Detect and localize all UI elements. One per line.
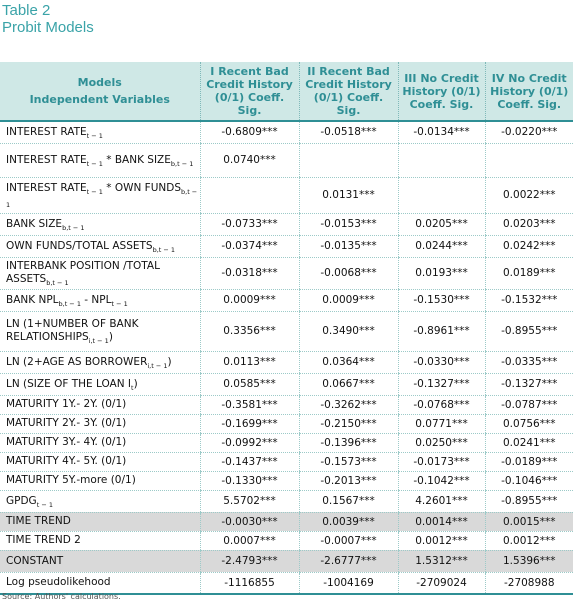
variable-subscript: b,t − 1 [62,223,85,232]
variable-subscript: t − 1 [86,188,103,196]
table-title [2,2,94,36]
table-row [0,512,573,531]
variable-subscript: b,t − 1 [46,279,69,287]
coefficient-cell: -0.0787*** [485,395,573,414]
header-model-1: I Recent Bad Credit History (0/1) Coeff. Sig. [200,62,299,121]
coefficient-cell: 0.0009*** [200,289,299,311]
coefficient-cell: -0.3262*** [299,395,398,414]
coefficient-cell: -0.8955*** [485,490,573,512]
variable-subscript: i,t − 1 [88,337,109,345]
variable-name: LN (1+NUMBER OF BANK RELATIONSHIPS [6,318,139,343]
variable-name-tail: ) [108,331,113,343]
variable-name: INTEREST RATE [6,153,87,166]
coefficient-cell: -0.0318*** [200,257,299,289]
coefficient-cell: 0.0012*** [398,531,485,550]
coefficient-cell: -0.0330*** [398,351,485,373]
header-model-3: III No Credit History (0/1) Coeff. Sig. [398,62,485,121]
table-row [0,452,573,471]
variable-name-suffix: * BANK SIZE [102,153,171,166]
row-label [0,471,200,490]
variable-name: INTEREST RATE [6,125,87,138]
coefficient-cell: -0.0189*** [485,452,573,471]
coefficient-cell: -0.0134*** [398,121,485,143]
row-label [0,289,200,311]
table-row [0,351,573,373]
coefficient-cell: -0.1396*** [299,433,398,452]
coefficient-cell: 0.0205*** [398,213,485,235]
variable-name: LN (2+AGE AS BORROWER [6,355,148,368]
coefficient-cell: -1004169 [299,572,398,594]
variable-name: GPDG [6,494,37,507]
coefficient-cell: -0.1327*** [398,373,485,395]
coefficient-cell [200,177,299,213]
variable-name-suffix: * OWN FUNDS [102,182,181,194]
row-label [0,531,200,550]
coefficient-cell: -0.0068*** [299,257,398,289]
coefficient-cell: -0.1699*** [200,414,299,433]
table-row [0,143,573,177]
header-row [0,62,573,121]
row-label [0,395,200,414]
coefficient-cell: 1.5312*** [398,550,485,572]
coefficient-cell: 0.0012*** [485,531,573,550]
row-label [0,235,200,257]
table-row [0,471,573,490]
row-label [0,177,200,213]
table-row [0,311,573,351]
variable-subscript: b,t − 1 [6,188,198,209]
variable-subscript: t [131,383,134,392]
variable-name: INTEREST RATE [6,182,87,194]
table-number: Table 2 [2,2,51,19]
coefficient-cell: -0.1042*** [398,471,485,490]
coefficient-cell: -0.1532*** [485,289,573,311]
coefficient-cell: 5.5702*** [200,490,299,512]
coefficient-cell: 0.0007*** [200,531,299,550]
coefficient-cell: 0.0189*** [485,257,573,289]
coefficient-cell: -0.0135*** [299,235,398,257]
coefficient-cell [485,143,573,177]
coefficient-cell: -0.0173*** [398,452,485,471]
variable-name-tail: ) [133,377,138,390]
row-label [0,550,200,572]
row-label [0,257,200,289]
coefficient-cell: 0.0131*** [299,177,398,213]
table-row [0,289,573,311]
coefficient-cell: 0.0203*** [485,213,573,235]
variable-name: TIME TREND [6,515,71,527]
coefficient-cell: -0.6809*** [200,121,299,143]
coefficient-cell: -0.3581*** [200,395,299,414]
coefficient-cell: -0.1437*** [200,452,299,471]
table-row [0,414,573,433]
header-model-2: II Recent Bad Credit History (0/1) Coeff. Sig. [299,62,398,121]
coefficient-cell [398,177,485,213]
coefficient-cell: 0.0244*** [398,235,485,257]
coefficient-cell: -0.0733*** [200,213,299,235]
variable-name: OWN FUNDS/TOTAL ASSETS [6,239,153,252]
variable-subscript: b,t − 1 [152,245,176,254]
coefficient-cell: -0.8961*** [398,311,485,351]
coefficient-cell: -0.0153*** [299,213,398,235]
variable-name: MATURITY 1Y.- 2Y. (0/1) [6,398,127,410]
coefficient-cell: 0.3490*** [299,311,398,351]
variable-name: INTERBANK POSITION /TOTAL ASSETS [6,260,160,285]
coefficient-cell: 0.0241*** [485,433,573,452]
coefficient-cell: 0.0667*** [299,373,398,395]
probit-models-table [0,62,573,595]
coefficient-cell: -0.1046*** [485,471,573,490]
coefficient-cell: -1116855 [200,572,299,594]
table-row [0,531,573,550]
table-row [0,550,573,572]
coefficient-cell: 0.3356*** [200,311,299,351]
row-label [0,121,200,143]
coefficient-cell: 0.1567*** [299,490,398,512]
variable-name-tail: ) [167,355,172,368]
table-row [0,572,573,594]
coefficient-cell: -0.0030*** [200,512,299,531]
coefficient-cell: 0.0039*** [299,512,398,531]
variable-subscript: t − 1 [36,500,53,509]
variable-subscript: t − 1 [86,131,103,140]
coefficient-cell: -0.0220*** [485,121,573,143]
table-row [0,177,573,213]
header-models-label: Models [77,76,122,89]
variable-subscript: b,t − 1 [58,299,81,308]
row-label [0,490,200,512]
coefficient-cell: 0.0771*** [398,414,485,433]
coefficient-cell: 0.0242*** [485,235,573,257]
coefficient-cell: -0.1530*** [398,289,485,311]
coefficient-cell: -2.6777*** [299,550,398,572]
variable-name: MATURITY 3Y.- 4Y. (0/1) [6,436,127,448]
variable-subscript: t − 1 [86,159,103,168]
coefficient-cell: -0.2150*** [299,414,398,433]
coefficient-cell: 0.0193*** [398,257,485,289]
coefficient-cell: 0.0014*** [398,512,485,531]
coefficient-cell [398,143,485,177]
coefficient-cell: -0.0374*** [200,235,299,257]
coefficient-cell: 4.2601*** [398,490,485,512]
variable-subscript: t − 1 [111,299,128,308]
coefficient-cell: -2709024 [398,572,485,594]
coefficient-cell: 0.0585*** [200,373,299,395]
coefficient-cell: 0.0022*** [485,177,573,213]
row-label [0,433,200,452]
coefficient-cell [299,143,398,177]
table-caption: Probit Models [2,19,94,36]
table-row [0,433,573,452]
variable-name: LN (SIZE OF THE LOAN I [6,377,132,390]
coefficient-cell: 1.5396*** [485,550,573,572]
row-label [0,143,200,177]
coefficient-cell: -0.1330*** [200,471,299,490]
row-label [0,213,200,235]
row-label [0,572,200,594]
header-variables [0,62,200,121]
variable-name-suffix: - NPL [80,293,112,306]
table-row [0,257,573,289]
coefficient-cell: -0.1327*** [485,373,573,395]
coefficient-cell: -0.0518*** [299,121,398,143]
table-row [0,490,573,512]
variable-name: MATURITY 5Y.-more (0/1) [6,474,136,486]
coefficient-cell: -0.0768*** [398,395,485,414]
variable-subscript: i,t − 1 [147,361,168,370]
table-row [0,395,573,414]
coefficient-cell: -0.0992*** [200,433,299,452]
coefficient-cell: 0.0015*** [485,512,573,531]
table-row [0,213,573,235]
coefficient-cell: -0.1573*** [299,452,398,471]
header-model-4: IV No Credit History (0/1) Coeff. Sig. [485,62,573,121]
variable-name: BANK NPL [6,293,59,306]
row-label [0,373,200,395]
coefficient-cell: -2708988 [485,572,573,594]
variable-name: BANK SIZE [6,217,63,230]
header-variables-label: Independent Variables [29,93,170,106]
row-label [0,311,200,351]
table-row [0,235,573,257]
table-row [0,373,573,395]
variable-name: Log pseudolikehood [6,576,111,589]
row-label [0,414,200,433]
coefficient-cell: 0.0113*** [200,351,299,373]
row-label [0,452,200,471]
coefficient-cell: -0.0335*** [485,351,573,373]
coefficient-cell: -2.4793*** [200,550,299,572]
coefficient-cell: 0.0250*** [398,433,485,452]
variable-name: MATURITY 4Y.- 5Y. (0/1) [6,455,127,467]
variable-name: MATURITY 2Y.- 3Y. (0/1) [6,417,127,429]
coefficient-cell: -0.0007*** [299,531,398,550]
row-label [0,351,200,373]
coefficient-cell: 0.0009*** [299,289,398,311]
row-label [0,512,200,531]
coefficient-cell: 0.0364*** [299,351,398,373]
table-row [0,121,573,143]
source-note: Source: Authors' calculations. [2,592,121,601]
variable-subscript: b,t − 1 [170,159,194,168]
variable-name: TIME TREND 2 [6,534,81,546]
coefficient-cell: 0.0756*** [485,414,573,433]
variable-name: CONSTANT [6,554,64,567]
coefficient-cell: 0.0740*** [200,143,299,177]
coefficient-cell: -0.8955*** [485,311,573,351]
coefficient-cell: -0.2013*** [299,471,398,490]
